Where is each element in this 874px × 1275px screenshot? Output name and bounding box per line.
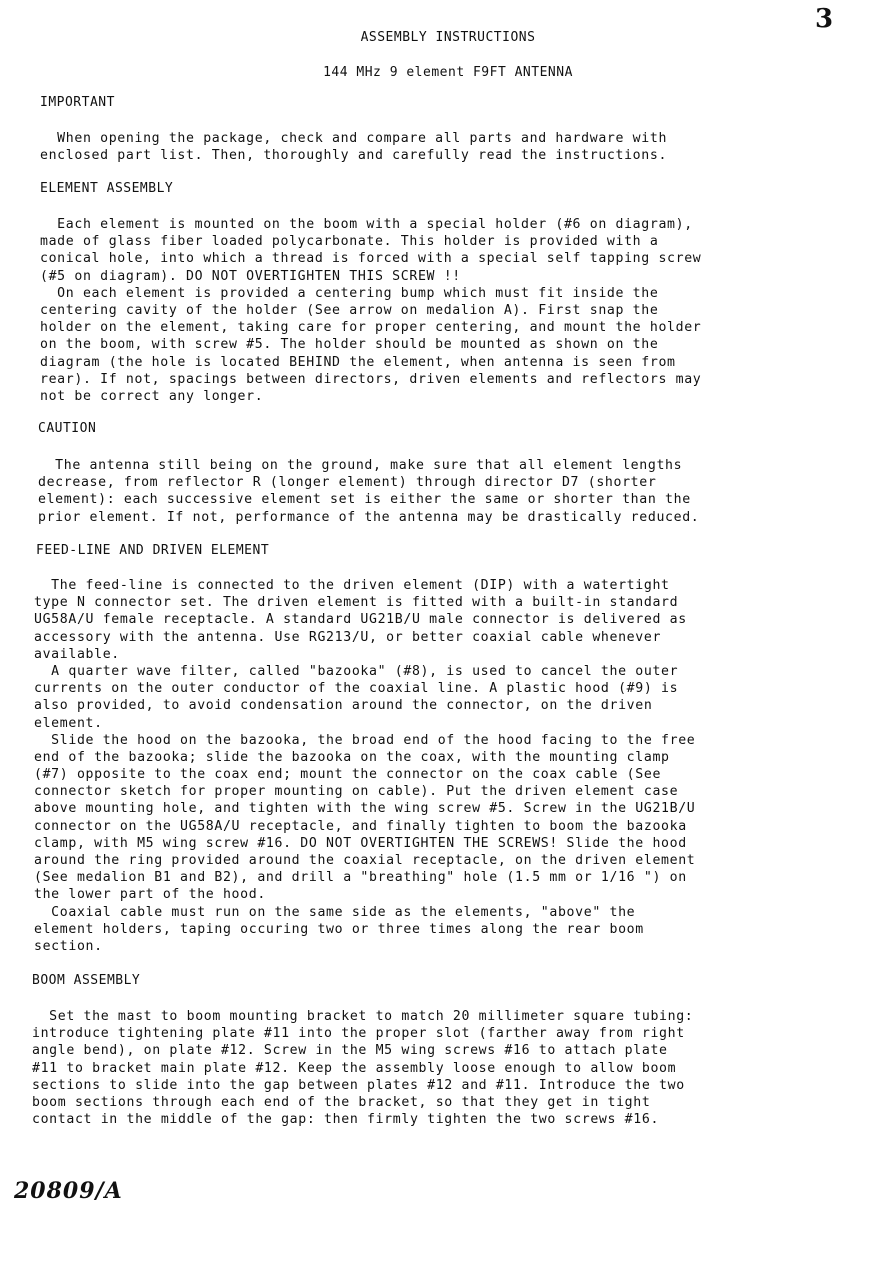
text-line: currents on the outer conductor of the coaxial line. A plastic hood (#9) is [34,681,679,697]
text-line: section. [34,938,103,954]
section-body-important [40,130,840,164]
text-line: sections to slide into the gap between plates #12 and #11. Introduce the two [32,1077,685,1093]
text-line: clamp, with M5 wing screw #16. DO NOT OVERTIGHTEN THE SCREWS! Slide the hood [34,835,687,851]
text-line: Coaxial cable must run on the same side as the elements, "above" the [34,904,636,920]
document-subtitle: 144 MHz 9 element F9FT ANTENNA [323,65,573,80]
text-line: also provided, to avoid condensation around the connector, on the driven [34,698,653,714]
text-line: angle bend), on plate #12. Screw in the M5 wing screws #16 to attach plate [32,1043,668,1059]
section-heading-boom-assembly: BOOM ASSEMBLY [32,973,141,988]
text-line: end of the bazooka; slide the bazooka on the coax, with the mounting clamp [34,749,670,765]
text-line: enclosed part list. Then, thoroughly and carefully read the instructions. [40,148,668,164]
text-line: introduce tightening plate #11 into the proper slot (farther away from right [32,1026,685,1042]
text-line: accessory with the antenna. Use RG213/U, or better coaxial cable whenever [34,629,662,645]
text-line: element): each successive element set is either the same or shorter than the [38,492,691,508]
text-line: conical hole, into which a thread is forced with a special self tapping screw [40,251,702,267]
text-line: the lower part of the hood. [34,887,266,903]
text-line: connector on the UG58A/U receptacle, and finally tighten to boom the bazooka [34,818,687,834]
text-line: around the ring provided around the coaxial receptacle, on the driven element [34,853,696,868]
text-line: When opening the package, check and compare all parts and hardware with [40,131,668,146]
text-line: Each element is mounted on the boom with a special holder (#6 on diagram), [40,217,693,232]
section-body-element-assembly [40,216,840,405]
handwritten-note: 20809/A [14,1178,123,1204]
section-heading-important: IMPORTANT [40,95,115,110]
text-line: The feed-line is connected to the driven element (DIP) with a watertight [34,578,670,593]
text-line: centering cavity of the holder (See arrow on medalion A). First snap the [40,302,659,318]
text-line: UG58A/U female receptacle. A standard UG21B/U male connector is delivered as [34,612,687,628]
text-line: Set the mast to boom mounting bracket to match 20 millimeter square tubing: [32,1009,694,1024]
text-line: on the boom, with screw #5. The holder should be mounted as shown on the [40,337,659,353]
document-title: ASSEMBLY INSTRUCTIONS [360,30,536,45]
section-body-caution [38,457,838,526]
text-line: available. [34,646,120,662]
text-line: The antenna still being on the ground, make sure that all element lengths [38,458,683,473]
text-line: holder on the element, taking care for proper centering, and mount the holder [40,320,702,336]
text-line: prior element. If not, performance of the antenna may be drastically reduced. [38,509,700,525]
text-line: diagram (the hole is located BEHIND the element, when antenna is seen from [40,354,676,370]
text-line: rear). If not, spacings between directors, driven elements and reflectors may [40,371,702,387]
text-line: contact in the middle of the gap: then firmly tighten the two screws #16. [32,1112,660,1128]
text-line: boom sections through each end of the bracket, so that they get in tight [32,1094,651,1110]
text-line: element. [34,715,103,731]
text-line: (See medalion B1 and B2), and drill a "breathing" hole (1.5 mm or 1/16 ") on [34,870,687,886]
text-line: decrease, from reflector R (longer element) through director D7 (shorter [38,475,657,491]
text-line: On each element is provided a centering bump which must fit inside the [40,285,659,301]
section-heading-element-assembly: ELEMENT ASSEMBLY [40,181,174,196]
section-body-boom-assembly [32,1008,832,1128]
text-line: (#7) opposite to the coax end; mount the connector on the coax cable (See [34,767,662,783]
text-line: #11 to bracket main plate #12. Keep the assembly loose enough to allow boom [32,1060,677,1076]
text-line: (#5 on diagram). DO NOT OVERTIGHTEN THIS SCREW !! [40,268,461,284]
section-heading-caution: CAUTION [38,421,97,436]
section-heading-feed-line: FEED-LINE AND DRIVEN ELEMENT [36,543,270,558]
text-line: above mounting hole, and tighten with the wing screw #5. Screw in the UG21B/U [34,801,696,817]
section-body-feed-line [34,577,834,955]
text-line: type N connector set. The driven element is fitted with a built-in standard [34,595,679,611]
text-line: not be correct any longer. [40,388,264,404]
text-line: made of glass fiber loaded polycarbonate. This holder is provided with a [40,234,659,250]
page-number: 3 [815,4,834,34]
text-line: connector sketch for proper mounting on cable). Put the driven element case [34,784,679,800]
text-line: element holders, taping occuring two or three times along the rear boom [34,921,644,937]
text-line: Slide the hood on the bazooka, the broad end of the hood facing to the free [34,732,696,748]
text-line: A quarter wave filter, called "bazooka" (#8), is used to cancel the outer [34,663,679,679]
